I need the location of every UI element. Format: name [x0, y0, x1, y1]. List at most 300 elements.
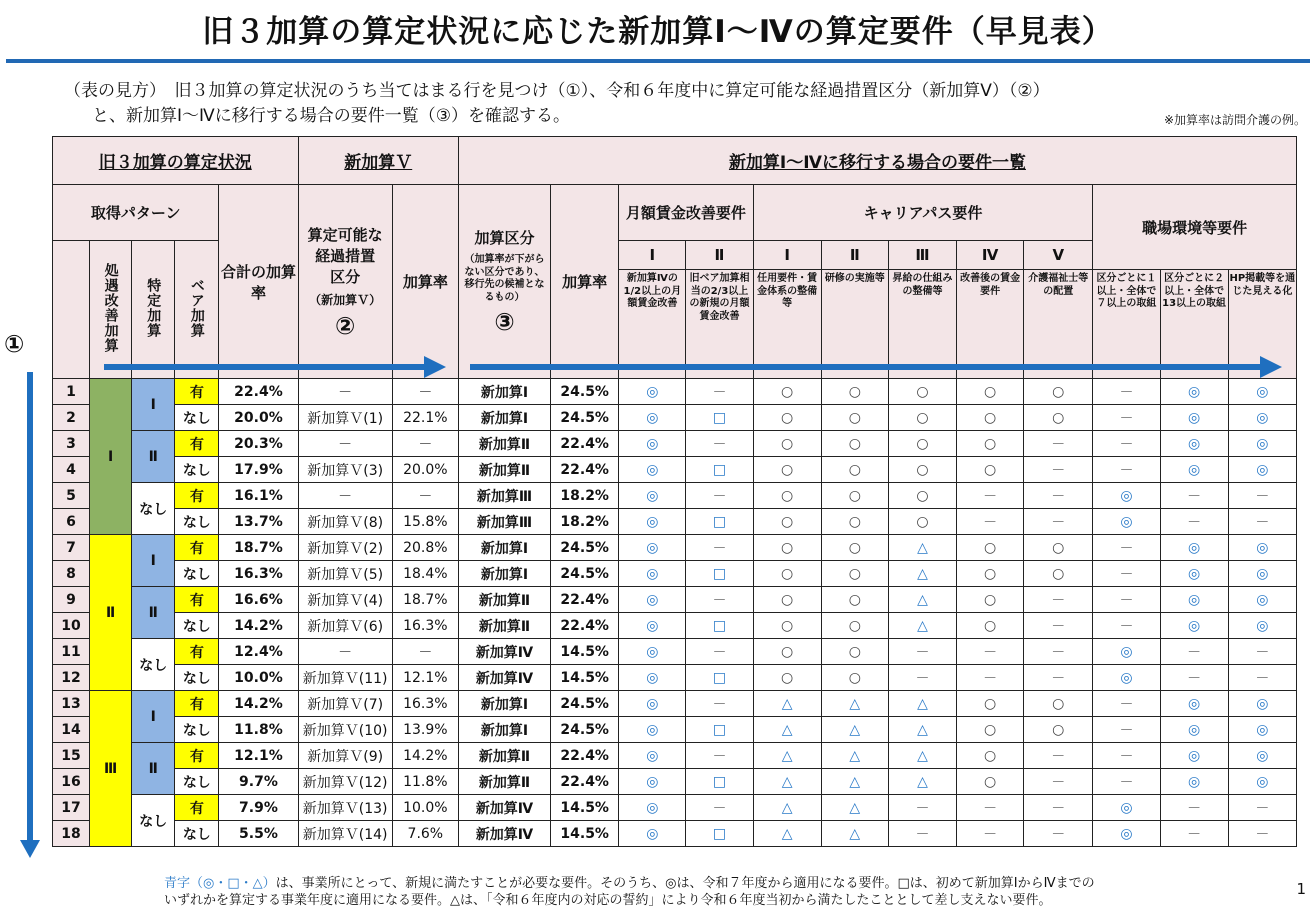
desc-5: 改善後の賃金要件	[957, 270, 1024, 379]
requirement-cell: □	[686, 613, 753, 639]
kubun-cell: 新加算Ⅰ	[458, 535, 550, 561]
kubun-cell: 新加算Ⅱ	[458, 743, 550, 769]
page-number: 1	[1296, 880, 1306, 898]
requirement-cell: ○	[753, 613, 821, 639]
table-row	[53, 457, 1297, 483]
requirement-cell: ○	[1024, 691, 1093, 717]
header-newI-IV: 新加算Ⅰ～Ⅳに移行する場合の要件一覧	[458, 137, 1296, 185]
requirement-cell: －	[686, 379, 753, 405]
roman-1: Ⅱ	[686, 241, 753, 270]
kubun-cell: 新加算Ⅰ	[458, 717, 550, 743]
newV-kubun-cell: 新加算Ｖ(5)	[298, 561, 392, 587]
roman-4: Ⅲ	[888, 241, 956, 270]
requirement-cell: △	[753, 717, 821, 743]
requirement-cell: ◎	[1228, 535, 1296, 561]
requirement-cell: －	[1228, 483, 1296, 509]
total-rate-cell: 12.1%	[219, 743, 298, 769]
rate-cell: 14.5%	[551, 665, 619, 691]
tokutei-cell: Ⅱ	[132, 587, 175, 639]
newV-kubun-cell: 新加算Ｖ(6)	[298, 613, 392, 639]
tokutei-cell: Ⅰ	[132, 535, 175, 587]
bea-cell: 有	[175, 483, 219, 509]
requirement-cell: －	[1160, 509, 1228, 535]
requirement-cell: －	[1093, 561, 1160, 587]
tokutei-cell: なし	[132, 483, 175, 535]
tokutei-cell: Ⅰ	[132, 691, 175, 743]
desc-0: 新加算Ⅳの1/2以上の月額賃金改善	[619, 270, 686, 379]
requirement-cell: －	[686, 535, 753, 561]
kubun-cell: 新加算Ⅰ	[458, 691, 550, 717]
requirement-cell: ◎	[619, 587, 686, 613]
requirement-cell: ○	[753, 457, 821, 483]
newV-rate-cell: 7.6%	[392, 821, 458, 847]
table-row	[53, 405, 1297, 431]
table-row	[53, 379, 1297, 405]
header-career: キャリアパス要件	[753, 185, 1093, 241]
requirement-cell: ◎	[1160, 769, 1228, 795]
requirement-cell: ○	[957, 405, 1024, 431]
requirement-cell: ○	[753, 665, 821, 691]
requirement-cell: －	[686, 483, 753, 509]
table-row	[53, 509, 1297, 535]
arrow-2-head-icon	[424, 356, 446, 378]
requirement-cell: ○	[821, 431, 888, 457]
table-row	[53, 691, 1297, 717]
page-title: 旧３加算の算定状況に応じた新加算Ⅰ～Ⅳの算定要件（早見表）	[202, 14, 1114, 50]
rate-cell: 22.4%	[551, 613, 619, 639]
row-number: 8	[53, 561, 90, 587]
newV-rate-cell: －	[392, 639, 458, 665]
requirement-cell: ◎	[1228, 405, 1296, 431]
requirement-cell: ◎	[1228, 769, 1296, 795]
bea-cell: なし	[175, 821, 219, 847]
requirement-cell: －	[1093, 405, 1160, 431]
requirement-cell: ○	[1024, 561, 1093, 587]
requirement-cell: －	[1093, 613, 1160, 639]
requirement-cell: ◎	[1160, 691, 1228, 717]
requirement-cell: ○	[957, 691, 1024, 717]
header-pattern: 取得パターン	[53, 185, 219, 241]
requirement-cell: －	[1228, 821, 1296, 847]
requirement-cell: ◎	[1160, 587, 1228, 613]
rate-cell: 18.2%	[551, 509, 619, 535]
bea-cell: 有	[175, 535, 219, 561]
header-shogu: 処遇改善加算	[90, 241, 132, 379]
requirement-cell: ◎	[619, 379, 686, 405]
total-rate-cell: 11.8%	[219, 717, 298, 743]
newV-rate-cell: 20.8%	[392, 535, 458, 561]
requirement-cell: △	[821, 769, 888, 795]
requirement-cell: ○	[1024, 379, 1093, 405]
requirement-cell: －	[1024, 509, 1093, 535]
total-rate-cell: 20.0%	[219, 405, 298, 431]
bea-cell: 有	[175, 587, 219, 613]
desc-4: 昇給の仕組みの整備等	[888, 270, 956, 379]
rate-cell: 18.2%	[551, 483, 619, 509]
newV-rate-cell: 11.8%	[392, 769, 458, 795]
requirement-cell: －	[1024, 483, 1093, 509]
requirement-cell: ○	[888, 457, 956, 483]
requirement-cell: －	[686, 431, 753, 457]
requirement-cell: ○	[957, 613, 1024, 639]
requirement-cell: △	[888, 535, 956, 561]
newV-kubun-cell: 新加算Ｖ(10)	[298, 717, 392, 743]
header-rateV: 加算率	[392, 185, 458, 379]
row-number: 5	[53, 483, 90, 509]
requirement-cell: ◎	[619, 665, 686, 691]
footer-line-2: いずれかを算定する事業年度に適用になる要件。△は、「令和６年度内の対応の誓約」により令和６年度当初から満たしたこととして差し支えない要件。	[164, 893, 1052, 908]
requirement-cell: －	[1160, 639, 1228, 665]
kubun-cell: 新加算Ⅲ	[458, 483, 550, 509]
requirement-cell: －	[1228, 795, 1296, 821]
roman-0: Ⅰ	[619, 241, 686, 270]
total-rate-cell: 7.9%	[219, 795, 298, 821]
row-number: 9	[53, 587, 90, 613]
requirement-cell: ◎	[1093, 665, 1160, 691]
rate-cell: 24.5%	[551, 561, 619, 587]
newV-kubun-cell: －	[298, 431, 392, 457]
requirement-cell: －	[1024, 587, 1093, 613]
requirement-cell: －	[1024, 431, 1093, 457]
total-rate-cell: 17.9%	[219, 457, 298, 483]
requirement-cell: －	[686, 587, 753, 613]
requirement-cell: □	[686, 561, 753, 587]
row-number: 14	[53, 717, 90, 743]
newV-kubun-cell: 新加算Ｖ(8)	[298, 509, 392, 535]
requirement-cell: □	[686, 457, 753, 483]
marker-2: ②	[334, 311, 356, 340]
kubun-cell: 新加算Ⅳ	[458, 639, 550, 665]
rate-cell: 22.4%	[551, 457, 619, 483]
requirement-cell: ○	[821, 483, 888, 509]
requirement-cell: ○	[821, 379, 888, 405]
shogu-group: Ⅱ	[90, 535, 132, 691]
newV-rate-cell: 10.0%	[392, 795, 458, 821]
roman-2: Ⅰ	[753, 241, 821, 270]
row-number: 17	[53, 795, 90, 821]
requirement-cell: △	[753, 743, 821, 769]
requirement-cell: －	[686, 795, 753, 821]
table-row	[53, 587, 1297, 613]
requirement-cell: ◎	[1228, 743, 1296, 769]
requirement-cell: ◎	[1093, 821, 1160, 847]
footer-line-1: 青字（◎・□・△）は、事業所にとって、新規に満たすことが必要な要件。そのうち、◎は、令和７年度から適用になる要件。□は、初めて新加算ⅠからⅣまでの	[164, 876, 1095, 891]
requirement-cell: ○	[821, 587, 888, 613]
newV-rate-cell: －	[392, 431, 458, 457]
requirement-cell: －	[1160, 665, 1228, 691]
newV-rate-cell: 15.8%	[392, 509, 458, 535]
requirement-cell: ○	[753, 509, 821, 535]
bea-cell: 有	[175, 691, 219, 717]
requirement-cell: ◎	[619, 405, 686, 431]
requirement-cell: －	[1228, 639, 1296, 665]
requirement-cell: ◎	[619, 691, 686, 717]
requirement-cell: －	[1093, 535, 1160, 561]
newV-rate-cell: 22.1%	[392, 405, 458, 431]
requirement-cell: －	[957, 795, 1024, 821]
newV-rate-cell: 14.2%	[392, 743, 458, 769]
intro-line-2: と、新加算Ⅰ～Ⅳに移行する場合の要件一覧（③）を確認する。	[92, 106, 570, 126]
requirement-cell: ◎	[1228, 457, 1296, 483]
requirement-cell: △	[821, 717, 888, 743]
newV-rate-cell: 18.4%	[392, 561, 458, 587]
requirement-cell: ○	[753, 483, 821, 509]
requirement-cell: ◎	[619, 717, 686, 743]
header-old3: 旧３加算の算定状況	[53, 137, 299, 185]
requirement-cell: □	[686, 769, 753, 795]
desc-7: 区分ごとに１以上・全体で７以上の取組	[1093, 270, 1160, 379]
requirement-cell: ○	[888, 509, 956, 535]
marker-3: ③	[494, 308, 515, 336]
tokutei-cell: Ⅰ	[132, 379, 175, 431]
requirement-cell: ◎	[619, 613, 686, 639]
requirement-cell: ○	[753, 405, 821, 431]
requirement-cell: －	[686, 639, 753, 665]
requirement-cell: －	[957, 665, 1024, 691]
requirement-cell: △	[888, 561, 956, 587]
requirement-cell: ◎	[1228, 613, 1296, 639]
tokutei-cell: Ⅱ	[132, 743, 175, 795]
requirement-cell: △	[888, 691, 956, 717]
requirement-cell: ◎	[1228, 561, 1296, 587]
desc-2: 任用要件・賃金体系の整備等	[753, 270, 821, 379]
requirement-cell: ○	[753, 587, 821, 613]
requirement-cell: ◎	[1093, 483, 1160, 509]
shogu-group: Ⅰ	[90, 379, 132, 535]
requirement-cell: ◎	[619, 821, 686, 847]
requirement-cell: －	[1024, 743, 1093, 769]
header-tokutei: 特定加算	[132, 241, 175, 379]
total-rate-cell: 9.7%	[219, 769, 298, 795]
total-rate-cell: 16.3%	[219, 561, 298, 587]
requirement-cell: △	[753, 691, 821, 717]
requirement-cell: ◎	[619, 769, 686, 795]
total-rate-cell: 10.0%	[219, 665, 298, 691]
requirement-cell: －	[957, 639, 1024, 665]
newV-kubun-cell: 新加算Ｖ(14)	[298, 821, 392, 847]
requirement-cell: ◎	[1228, 431, 1296, 457]
requirement-cell: ○	[957, 743, 1024, 769]
table-row	[53, 743, 1297, 769]
requirement-cell: －	[1160, 795, 1228, 821]
row-number: 1	[53, 379, 90, 405]
requirement-cell: ○	[1024, 717, 1093, 743]
requirement-cell: ○	[888, 483, 956, 509]
newV-rate-cell: －	[392, 379, 458, 405]
rate-cell: 22.4%	[551, 743, 619, 769]
bea-cell: なし	[175, 665, 219, 691]
requirement-cell: －	[686, 691, 753, 717]
tokutei-cell: なし	[132, 639, 175, 691]
requirement-cell: －	[957, 509, 1024, 535]
row-number: 2	[53, 405, 90, 431]
requirement-cell: ◎	[1093, 795, 1160, 821]
bea-cell: なし	[175, 769, 219, 795]
table-row	[53, 795, 1297, 821]
requirement-cell: －	[888, 795, 956, 821]
newV-kubun-cell: －	[298, 483, 392, 509]
requirement-cell: －	[1024, 769, 1093, 795]
intro-line-1: （表の見方） 旧３加算の算定状況のうち当てはまる行を見つけ（①）、令和６年度中に算定可能な経過措置区分（新加算Ⅴ）（②）	[64, 81, 1050, 101]
newV-rate-cell: 16.3%	[392, 613, 458, 639]
desc-1: 旧ベア加算相当の2/3以上の新規の月額賃金改善	[686, 270, 753, 379]
requirement-cell: ○	[957, 769, 1024, 795]
header-bea: ベア加算	[175, 241, 219, 379]
requirement-cell: －	[888, 639, 956, 665]
bea-cell: 有	[175, 795, 219, 821]
arrow-3-head-icon	[1260, 356, 1282, 378]
rate-cell: 14.5%	[551, 795, 619, 821]
tokutei-cell: Ⅱ	[132, 431, 175, 483]
requirement-cell: －	[1024, 613, 1093, 639]
requirement-cell: －	[1093, 717, 1160, 743]
table-row	[53, 769, 1297, 795]
title-rule	[6, 59, 1310, 63]
requirement-cell: ○	[957, 717, 1024, 743]
header-workplace: 職場環境等要件	[1093, 185, 1297, 270]
table-row	[53, 535, 1297, 561]
requirement-cell: △	[888, 613, 956, 639]
requirement-cell: ○	[753, 431, 821, 457]
rate-cell: 14.5%	[551, 639, 619, 665]
header-blank	[53, 241, 90, 379]
requirement-cell: －	[888, 665, 956, 691]
kubun-cell: 新加算Ⅱ	[458, 431, 550, 457]
desc-9: HP掲載等を通じた見える化	[1228, 270, 1296, 379]
kubun-cell: 新加算Ⅰ	[458, 379, 550, 405]
total-rate-cell: 14.2%	[219, 613, 298, 639]
requirement-cell: △	[821, 821, 888, 847]
requirement-cell: ◎	[1228, 587, 1296, 613]
kubun-cell: 新加算Ⅳ	[458, 795, 550, 821]
newV-kubun-cell: 新加算Ｖ(7)	[298, 691, 392, 717]
table-row	[53, 483, 1297, 509]
table-row	[53, 717, 1297, 743]
requirement-cell: ◎	[1160, 561, 1228, 587]
requirement-cell: ◎	[619, 743, 686, 769]
kubun-cell: 新加算Ⅲ	[458, 509, 550, 535]
newV-rate-cell: 12.1%	[392, 665, 458, 691]
desc-8: 区分ごとに２以上・全体で13以上の取組	[1160, 270, 1228, 379]
requirement-cell: ○	[957, 587, 1024, 613]
rate-cell: 14.5%	[551, 821, 619, 847]
kubun-cell: 新加算Ⅳ	[458, 665, 550, 691]
rate-cell: 24.5%	[551, 535, 619, 561]
arrow-3-bar	[470, 364, 1260, 370]
requirement-cell: －	[1093, 379, 1160, 405]
kubun-cell: 新加算Ⅱ	[458, 457, 550, 483]
requirement-cell: －	[1093, 457, 1160, 483]
down-arrow-icon	[27, 372, 33, 844]
desc-3: 研修の実施等	[821, 270, 888, 379]
table-row	[53, 665, 1297, 691]
requirement-cell: △	[888, 587, 956, 613]
requirement-cell: －	[1093, 691, 1160, 717]
requirement-cell: －	[1024, 795, 1093, 821]
requirement-cell: ○	[1024, 535, 1093, 561]
requirement-cell: ○	[753, 561, 821, 587]
rate-cell: 22.4%	[551, 587, 619, 613]
requirement-cell: ◎	[619, 535, 686, 561]
requirement-cell: △	[753, 795, 821, 821]
bea-cell: なし	[175, 457, 219, 483]
kubun-cell: 新加算Ⅳ	[458, 821, 550, 847]
requirement-cell: ○	[821, 457, 888, 483]
row-number: 7	[53, 535, 90, 561]
row-number: 13	[53, 691, 90, 717]
rate-cell: 24.5%	[551, 691, 619, 717]
total-rate-cell: 16.6%	[219, 587, 298, 613]
requirement-cell: △	[821, 691, 888, 717]
row-number: 6	[53, 509, 90, 535]
requirement-cell: ◎	[1160, 431, 1228, 457]
bea-cell: なし	[175, 613, 219, 639]
requirement-cell: ○	[821, 509, 888, 535]
requirement-cell: ◎	[619, 431, 686, 457]
bea-cell: 有	[175, 743, 219, 769]
table-row	[53, 639, 1297, 665]
bea-cell: なし	[175, 509, 219, 535]
requirement-cell: ○	[753, 379, 821, 405]
requirement-cell: ○	[821, 535, 888, 561]
requirement-cell: －	[957, 821, 1024, 847]
requirement-cell: △	[753, 821, 821, 847]
requirement-cell: △	[888, 743, 956, 769]
table-row	[53, 613, 1297, 639]
rate-cell: 22.4%	[551, 769, 619, 795]
kubun-cell: 新加算Ⅰ	[458, 405, 550, 431]
requirement-cell: △	[821, 743, 888, 769]
requirement-cell: －	[1024, 639, 1093, 665]
requirement-cell: －	[1093, 743, 1160, 769]
kubun-cell: 新加算Ⅱ	[458, 613, 550, 639]
newV-kubun-cell: －	[298, 379, 392, 405]
newV-kubun-cell: －	[298, 639, 392, 665]
total-rate-cell: 12.4%	[219, 639, 298, 665]
rate-cell: 24.5%	[551, 379, 619, 405]
requirement-cell: ◎	[1093, 639, 1160, 665]
row-number: 12	[53, 665, 90, 691]
requirement-cell: ○	[1024, 405, 1093, 431]
kubun-cell: 新加算Ⅱ	[458, 587, 550, 613]
requirement-cell: ◎	[619, 561, 686, 587]
requirement-cell: ◎	[1228, 379, 1296, 405]
requirement-cell: ○	[957, 431, 1024, 457]
total-rate-cell: 14.2%	[219, 691, 298, 717]
shogu-group: Ⅲ	[90, 691, 132, 847]
marker-1: ①	[4, 330, 25, 358]
row-number: 11	[53, 639, 90, 665]
header-kubun: 加算区分 （加算率が下がらない区分であり、移行先の候補となるもの） ③	[458, 185, 550, 379]
row-number: 18	[53, 821, 90, 847]
requirement-cell: ◎	[1160, 613, 1228, 639]
bea-cell: なし	[175, 717, 219, 743]
requirement-cell: ◎	[1093, 509, 1160, 535]
requirement-cell: －	[1093, 769, 1160, 795]
requirement-cell: ◎	[1160, 717, 1228, 743]
requirement-cell: ◎	[1160, 457, 1228, 483]
header-monthly: 月額賃金改善要件	[619, 185, 753, 241]
kubun-cell: 新加算Ⅱ	[458, 769, 550, 795]
total-rate-cell: 13.7%	[219, 509, 298, 535]
table-row	[53, 561, 1297, 587]
newV-kubun-cell: 新加算Ｖ(9)	[298, 743, 392, 769]
requirement-cell: －	[1228, 509, 1296, 535]
requirement-cell: □	[686, 821, 753, 847]
requirement-cell: ○	[888, 405, 956, 431]
bea-cell: なし	[175, 405, 219, 431]
header-newV: 新加算Ｖ	[298, 137, 458, 185]
